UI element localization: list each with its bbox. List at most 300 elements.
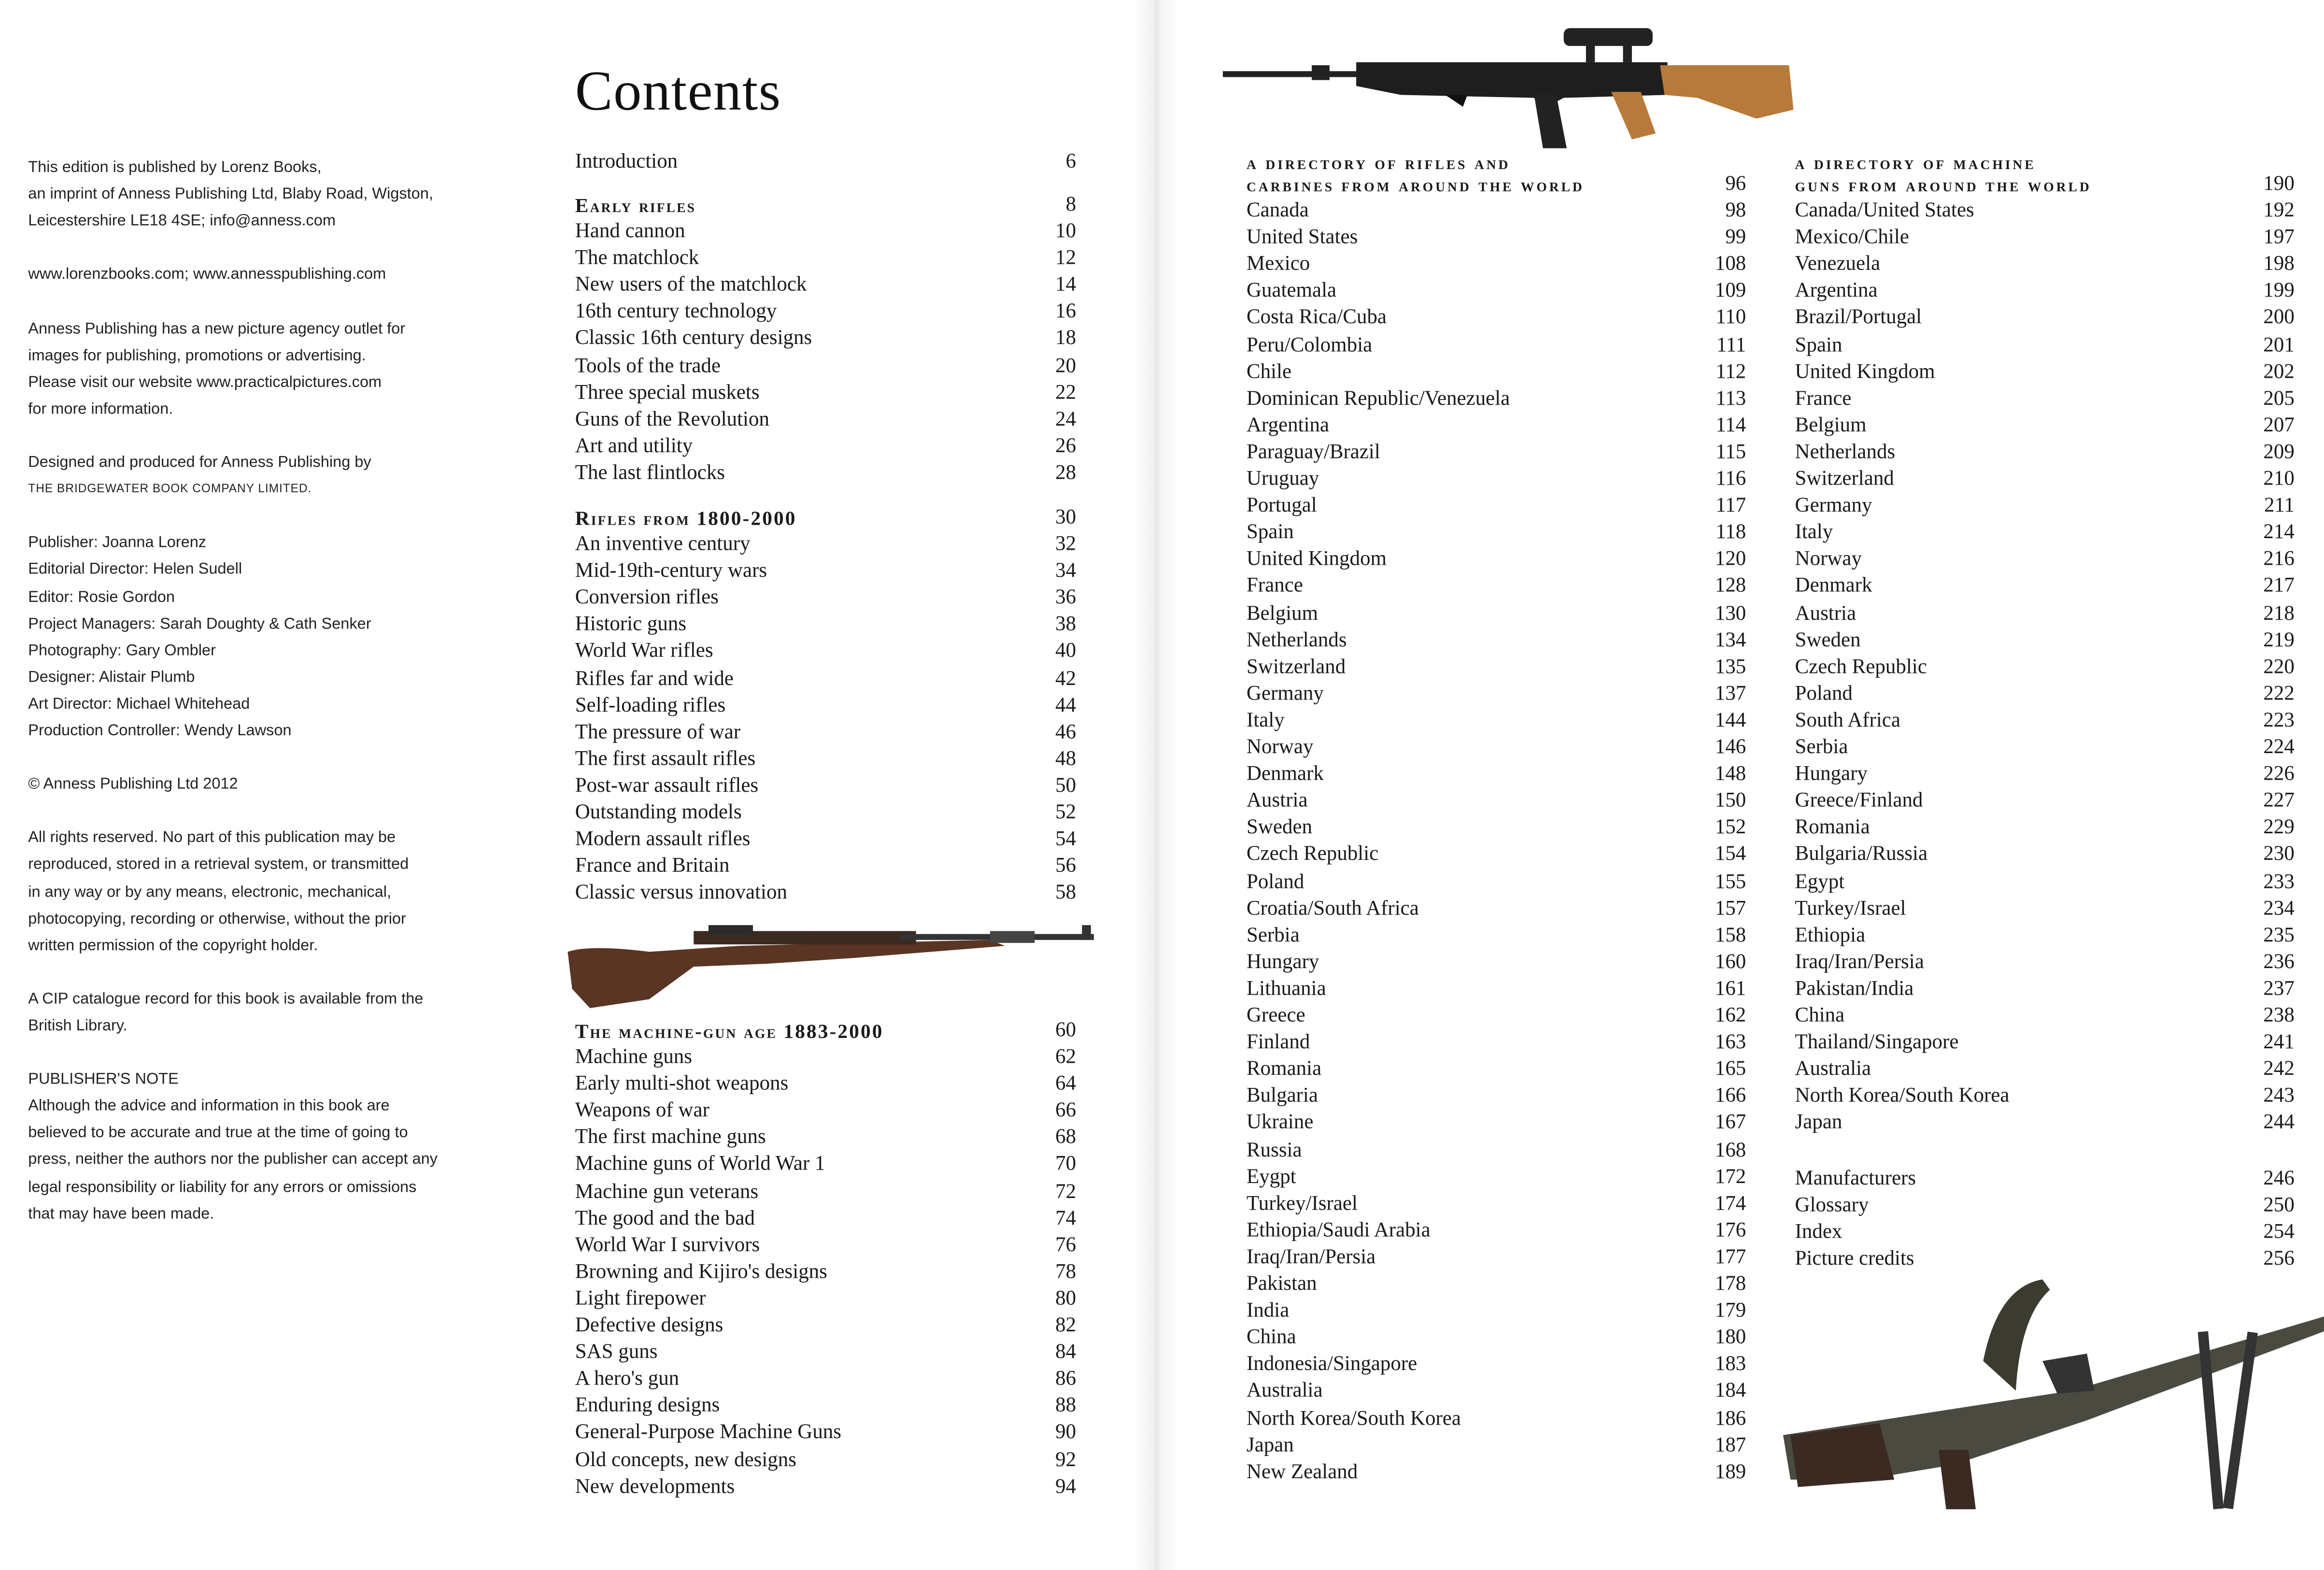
contents-entry[interactable]	[1795, 1004, 2295, 1031]
section-heading[interactable]	[575, 505, 1076, 532]
entry-title: North Korea/South Korea	[1795, 1085, 2010, 1108]
contents-entry[interactable]	[575, 327, 1076, 354]
contents-entry[interactable]	[1795, 601, 2295, 628]
entry-title: United Kingdom	[1247, 549, 1387, 571]
contents-entry[interactable]	[1795, 252, 2295, 279]
contents-entry[interactable]	[575, 1421, 1076, 1448]
page-number: 250	[2263, 1195, 2295, 1217]
entry-title: Norway	[1795, 549, 1862, 571]
contents-entry[interactable]	[575, 150, 1076, 177]
imprint-line: press, neither the authors nor the publisher can accept any	[28, 1151, 438, 1169]
page-number: 223	[2263, 710, 2295, 732]
contents-entry[interactable]	[575, 1126, 1076, 1153]
entry-title: Classic versus innovation	[575, 883, 787, 905]
entry-title: Japan	[1795, 1113, 1842, 1135]
contents-entry[interactable]	[575, 1233, 1076, 1260]
contents-entry[interactable]	[1247, 816, 1746, 843]
entry-title: Manufacturers	[1795, 1168, 1916, 1191]
contents-entry[interactable]	[1795, 467, 2295, 494]
page-number: 160	[1715, 951, 1746, 974]
imprint-line: THE BRIDGEWATER BOOK COMPANY LIMITED.	[28, 482, 312, 496]
page-number: 210	[2263, 468, 2295, 491]
imprint-line: British Library.	[28, 1017, 128, 1035]
page-number: 78	[1055, 1261, 1077, 1284]
contents-entry[interactable]	[575, 354, 1076, 381]
page-number: 234	[2263, 898, 2295, 920]
page-number: 134	[1715, 629, 1746, 652]
entry-title: Costa Rica/Cuba	[1247, 307, 1387, 330]
contents-entry[interactable]	[1795, 279, 2295, 306]
entry-title: Defective designs	[575, 1315, 723, 1338]
contents-entry[interactable]	[575, 1367, 1076, 1394]
contents-entry[interactable]	[1247, 414, 1746, 441]
entry-title: Austria	[1795, 602, 1856, 625]
entry-title: Canada	[1247, 200, 1309, 223]
contents-entry[interactable]	[575, 1341, 1076, 1368]
contents-entry[interactable]	[1247, 950, 1746, 977]
page-number: 201	[2263, 334, 2295, 357]
page-number: 207	[2263, 414, 2295, 437]
entry-title: Thailand/Singapore	[1795, 1032, 1959, 1055]
contents-entry[interactable]	[1247, 1192, 1746, 1219]
contents-entry[interactable]	[1247, 521, 1746, 548]
page-number: 241	[2263, 1032, 2295, 1055]
page-number: 172	[1715, 1166, 1746, 1189]
contents-entry[interactable]	[1247, 1353, 1746, 1380]
contents-column-1	[575, 0, 1076, 1570]
page-number: 12	[1055, 247, 1077, 270]
entry-title: Index	[1795, 1222, 1842, 1244]
page-number: 36	[1055, 587, 1077, 610]
page-number: 154	[1715, 844, 1746, 867]
contents-entry[interactable]	[1247, 682, 1746, 709]
contents-entry[interactable]	[575, 532, 1076, 559]
contents-entry[interactable]	[1247, 548, 1746, 575]
paragraph-spacer	[28, 503, 502, 530]
contents-entry[interactable]	[1795, 923, 2295, 950]
contents-entry[interactable]	[1795, 494, 2295, 521]
page-number: 6	[1065, 151, 1077, 173]
entry-title: General-Purpose Machine Guns	[575, 1422, 842, 1445]
entry-title: United Kingdom	[1795, 361, 1935, 384]
page-number: 64	[1055, 1073, 1077, 1096]
page-number: 216	[2263, 549, 2295, 571]
imprint-line: that may have been made.	[28, 1205, 214, 1223]
contents-entry[interactable]	[1795, 735, 2295, 762]
contents-entry[interactable]	[1247, 870, 1746, 897]
entry-title: Paraguay/Brazil	[1247, 442, 1380, 464]
contents-entry[interactable]	[1795, 306, 2295, 333]
entry-title: Picture credits	[1795, 1248, 1914, 1271]
contents-entry[interactable]	[575, 300, 1076, 327]
contents-entry[interactable]	[1795, 548, 2295, 575]
contents-entry[interactable]	[1795, 1084, 2295, 1111]
page-number: 98	[1725, 200, 1746, 223]
entry-title: Guns of the Revolution	[575, 409, 769, 431]
page-number: 112	[1715, 361, 1746, 384]
contents-entry[interactable]	[1247, 977, 1746, 1004]
contents-entry[interactable]	[1795, 440, 2295, 467]
entry-title: Iraq/Iran/Persia	[1247, 1246, 1376, 1269]
entry-title: a directory of rifles and	[1247, 152, 1511, 173]
imprint-line: Anness Publishing has a new picture agency outlet for	[28, 319, 406, 338]
contents-entry[interactable]	[1247, 1406, 1746, 1433]
entry-title: Mexico/Chile	[1795, 227, 1909, 250]
contents-entry[interactable]	[1795, 762, 2295, 789]
entry-title: Australia	[1795, 1059, 1871, 1082]
contents-entry[interactable]	[1795, 1030, 2295, 1057]
page-number: 230	[2263, 844, 2295, 867]
contents-entry[interactable]	[1247, 1326, 1746, 1353]
page-number: 174	[1715, 1193, 1746, 1215]
page-number: 190	[2263, 173, 2295, 196]
contents-entry[interactable]	[1247, 1460, 1746, 1487]
contents-entry[interactable]	[1795, 1220, 2295, 1247]
contents-entry[interactable]	[575, 881, 1076, 908]
entry-title: Sweden	[1795, 629, 1861, 652]
contents-entry[interactable]	[575, 461, 1076, 488]
entry-title: Ukraine	[1247, 1113, 1314, 1135]
contents-entry[interactable]	[1247, 1084, 1746, 1111]
page-number: 128	[1715, 576, 1746, 599]
page-number: 178	[1715, 1273, 1746, 1296]
entry-title: Peru/Colombia	[1247, 334, 1373, 357]
page-number: 99	[1725, 227, 1746, 250]
entry-title: Conversion rifles	[575, 587, 719, 610]
contents-entry[interactable]	[1247, 1299, 1746, 1326]
entry-title: Netherlands	[1247, 629, 1347, 652]
imprint-line: legal responsibility or liability for any errors or omissions	[28, 1178, 417, 1196]
contents-entry[interactable]	[1247, 1057, 1746, 1085]
contents-entry[interactable]	[1247, 1138, 1746, 1165]
contents-entry[interactable]	[575, 381, 1076, 408]
entry-title: Dominican Republic/Venezuela	[1247, 388, 1510, 411]
contents-entry[interactable]	[1795, 870, 2295, 897]
contents-entry[interactable]	[1247, 1111, 1746, 1138]
page-number: 34	[1055, 560, 1077, 583]
contents-entry[interactable]	[1795, 789, 2295, 816]
contents-entry[interactable]	[575, 586, 1076, 613]
entry-title: Uruguay	[1247, 468, 1319, 491]
contents-entry[interactable]	[1795, 628, 2295, 655]
entry-title: Old concepts, new designs	[575, 1449, 797, 1472]
page-number: 10	[1055, 221, 1077, 243]
entry-title: France and Britain	[575, 856, 730, 878]
page-number: 167	[1715, 1113, 1746, 1135]
imprint-line: www.lorenzbooks.com; www.annesspublishing.com	[28, 266, 386, 284]
page-number: 218	[2263, 602, 2295, 625]
contents-entry[interactable]	[1795, 1057, 2295, 1085]
page-number: 163	[1715, 1032, 1746, 1055]
contents-entry[interactable]	[575, 1045, 1076, 1072]
page-number: 114	[1715, 414, 1746, 437]
entry-title: Norway	[1247, 737, 1314, 759]
contents-entry[interactable]	[575, 720, 1076, 747]
page-number: 177	[1715, 1246, 1746, 1269]
page-number: 137	[1715, 683, 1746, 706]
page-number: 113	[1715, 388, 1746, 411]
page-number: 179	[1715, 1300, 1746, 1323]
page-number: 74	[1055, 1208, 1077, 1230]
page-number: 254	[2263, 1222, 2295, 1244]
page-number: 24	[1055, 409, 1077, 431]
page-number: 96	[1725, 173, 1746, 196]
entry-title: Pakistan	[1247, 1273, 1317, 1296]
section-heading[interactable]	[1795, 172, 2295, 199]
contents-entry[interactable]	[1247, 1165, 1746, 1192]
contents-entry[interactable]	[575, 640, 1076, 667]
contents-entry[interactable]	[575, 1287, 1076, 1314]
section-heading[interactable]	[575, 193, 1076, 220]
page-number: 235	[2263, 925, 2295, 947]
contents-entry[interactable]	[575, 1260, 1076, 1287]
contents-entry[interactable]	[1247, 1004, 1746, 1031]
entry-title: Denmark	[1795, 576, 1872, 599]
page-number: 168	[1715, 1139, 1746, 1162]
page-number: 219	[2263, 629, 2295, 652]
contents-entry[interactable]	[575, 747, 1076, 774]
contents-entry[interactable]	[1795, 333, 2295, 360]
contents-entry[interactable]	[575, 667, 1076, 694]
entry-title: Classic 16th century designs	[575, 328, 812, 351]
contents-entry[interactable]	[1795, 977, 2295, 1004]
page-number: 243	[2263, 1085, 2295, 1108]
contents-entry[interactable]	[575, 434, 1076, 461]
entry-title: Turkey/Israel	[1795, 898, 1906, 920]
entry-title: Argentina	[1247, 414, 1330, 437]
contents-entry[interactable]	[1247, 199, 1746, 226]
page-number: 242	[2263, 1059, 2295, 1082]
paragraph-spacer	[28, 1040, 502, 1067]
contents-entry[interactable]	[1247, 709, 1746, 736]
entry-title: Brazil/Portugal	[1795, 307, 1922, 330]
entry-title: Poland	[1795, 683, 1853, 706]
entry-title: Introduction	[575, 151, 678, 173]
contents-entry[interactable]	[1795, 897, 2295, 924]
contents-entry[interactable]	[575, 1153, 1076, 1180]
page-number: 200	[2263, 307, 2295, 330]
imprint-line: Photography: Gary Ombler	[28, 641, 216, 659]
contents-entry[interactable]	[575, 407, 1076, 434]
page-number: 76	[1055, 1234, 1077, 1257]
imprint-line: reproduced, stored in a retrieval system, or transmitted	[28, 856, 409, 874]
contents-entry[interactable]	[1795, 1111, 2295, 1138]
entry-title: United States	[1247, 227, 1358, 250]
entry-title: Outstanding models	[575, 802, 742, 825]
contents-entry[interactable]	[575, 800, 1076, 828]
contents-entry[interactable]	[1795, 521, 2295, 548]
entry-title: An inventive century	[575, 533, 751, 557]
contents-entry[interactable]	[575, 613, 1076, 640]
imprint-line: Editor: Rosie Gordon	[28, 587, 175, 606]
entry-title: Sweden	[1247, 817, 1313, 840]
contents-entry[interactable]	[1795, 1194, 2295, 1221]
contents-entry[interactable]	[1795, 386, 2295, 414]
page-number: 180	[1715, 1327, 1746, 1350]
imprint-line: for more information.	[28, 400, 173, 418]
contents-entry[interactable]	[1795, 816, 2295, 843]
entry-title: South Africa	[1795, 710, 1900, 732]
contents-entry[interactable]	[1247, 386, 1746, 414]
contents-entry[interactable]	[1247, 897, 1746, 924]
page-number: 144	[1715, 710, 1746, 732]
contents-entry[interactable]	[575, 1475, 1076, 1502]
page-number: 161	[1715, 978, 1746, 1001]
contents-entry[interactable]	[1247, 574, 1746, 601]
page-number: 214	[2263, 522, 2295, 545]
entry-title: Turkey/Israel	[1247, 1193, 1358, 1215]
page-number: 58	[1055, 883, 1077, 905]
section-heading[interactable]	[575, 1018, 1076, 1045]
entry-title: India	[1247, 1300, 1290, 1323]
imprint-line: Although the advice and information in this book are	[28, 1097, 390, 1115]
entry-title: Belgium	[1247, 602, 1318, 625]
entry-title: Switzerland	[1247, 656, 1346, 679]
page-number: 80	[1055, 1288, 1077, 1311]
entry-title: Ethiopia	[1795, 925, 1866, 947]
entry-title: Australia	[1247, 1381, 1323, 1403]
contents-entry[interactable]	[1795, 655, 2295, 682]
contents-entry[interactable]	[1247, 467, 1746, 494]
contents-column-2	[1247, 0, 1746, 1570]
page-number: 50	[1055, 775, 1077, 798]
imprint-line: Designer: Alistair Plumb	[28, 668, 195, 686]
contents-entry[interactable]	[1247, 923, 1746, 950]
page-number: 14	[1055, 274, 1077, 297]
entry-title: Italy	[1795, 522, 1833, 545]
page-number: 187	[1715, 1434, 1746, 1457]
contents-entry[interactable]	[575, 828, 1076, 855]
entry-title: Spain	[1795, 334, 1842, 357]
entry-title: 16th century technology	[575, 301, 777, 324]
page-number: 117	[1715, 495, 1746, 518]
contents-entry[interactable]	[1795, 1167, 2295, 1194]
page-number: 146	[1715, 737, 1746, 759]
contents-entry[interactable]	[1795, 199, 2295, 226]
contents-entry[interactable]	[1795, 709, 2295, 736]
contents-entry[interactable]	[1247, 1218, 1746, 1245]
contents-entry[interactable]	[575, 1099, 1076, 1126]
imprint-line: Publisher: Joanna Lorenz	[28, 534, 207, 552]
entry-title: The matchlock	[575, 247, 699, 270]
contents-entry[interactable]	[1247, 601, 1746, 628]
contents-entry[interactable]	[1795, 574, 2295, 601]
page-number: 202	[2263, 361, 2295, 384]
page-number: 92	[1055, 1449, 1077, 1472]
page-number: 111	[1716, 334, 1746, 357]
contents-entry[interactable]	[1247, 789, 1746, 816]
entry-title: Eygpt	[1247, 1166, 1296, 1189]
contents-entry[interactable]	[575, 774, 1076, 801]
entry-title: Early multi-shot weapons	[575, 1073, 789, 1096]
page-number: 158	[1715, 925, 1746, 947]
contents-entry[interactable]	[1247, 306, 1746, 333]
contents-entry[interactable]	[1247, 655, 1746, 682]
page-number: 54	[1055, 829, 1077, 852]
page-number: 176	[1715, 1220, 1746, 1242]
contents-entry[interactable]	[1247, 226, 1746, 253]
entry-title: Denmark	[1247, 763, 1324, 786]
entry-title: Light firepower	[575, 1288, 706, 1311]
entry-title: Weapons of war	[575, 1100, 709, 1123]
contents-entry[interactable]	[1247, 762, 1746, 789]
contents-entry[interactable]	[1247, 279, 1746, 306]
contents-entry[interactable]	[575, 855, 1076, 882]
contents-entry[interactable]	[1247, 440, 1746, 467]
contents-entry[interactable]	[1247, 1272, 1746, 1299]
contents-entry[interactable]	[1247, 360, 1746, 387]
contents-entry[interactable]	[1247, 628, 1746, 655]
contents-entry[interactable]	[1247, 843, 1746, 870]
imprint-line: in any way or by any means, electronic, mechanical,	[28, 883, 392, 901]
entry-title: a directory of machine	[1795, 152, 2036, 173]
page-number: 108	[1715, 254, 1746, 276]
contents-entry[interactable]	[575, 1180, 1076, 1207]
entry-title: Mid-19th-century wars	[575, 560, 767, 583]
contents-entry[interactable]	[1795, 682, 2295, 709]
entry-title: France	[1247, 576, 1303, 599]
page-number: 118	[1715, 522, 1746, 545]
entry-title: Venezuela	[1795, 254, 1881, 276]
page-number: 94	[1055, 1476, 1077, 1499]
imprint-line: © Anness Publishing Ltd 2012	[28, 775, 238, 794]
contents-entry[interactable]	[575, 1394, 1076, 1421]
entry-title: Machine guns of World War 1	[575, 1154, 825, 1177]
page-number: 20	[1055, 355, 1077, 378]
contents-entry[interactable]	[1247, 252, 1746, 279]
contents-entry[interactable]	[575, 1448, 1076, 1475]
entry-title: Browning and Kijiro's designs	[575, 1261, 827, 1284]
entry-title: Iraq/Iran/Persia	[1795, 951, 1924, 974]
entry-title: Germany	[1795, 495, 1872, 518]
page-number: 68	[1055, 1127, 1077, 1150]
contents-entry[interactable]	[1795, 226, 2295, 253]
contents-entry[interactable]	[575, 273, 1076, 300]
contents-entry[interactable]	[1247, 1433, 1746, 1460]
page-number: 238	[2263, 1005, 2295, 1028]
contents-entry[interactable]	[1795, 360, 2295, 387]
contents-entry[interactable]	[1795, 1247, 2295, 1274]
contents-entry[interactable]	[575, 559, 1076, 586]
page-number: 166	[1715, 1085, 1746, 1108]
contents-entry[interactable]	[575, 1072, 1076, 1099]
contents-entry[interactable]	[1247, 333, 1746, 360]
entry-title: Lithuania	[1247, 978, 1326, 1001]
entry-title: The pressure of war	[575, 721, 741, 744]
contents-entry[interactable]	[575, 219, 1076, 246]
contents-entry[interactable]	[1247, 1380, 1746, 1407]
imprint-line: images for publishing, promotions or advertising.	[28, 346, 366, 364]
section-heading[interactable]	[1247, 172, 1746, 199]
contents-entry[interactable]	[1247, 494, 1746, 521]
contents-entry[interactable]	[575, 693, 1076, 720]
contents-entry[interactable]	[1247, 735, 1746, 762]
imprint-line: This edition is published by Lorenz Books,	[28, 158, 322, 177]
contents-entry[interactable]	[575, 1206, 1076, 1233]
contents-entry[interactable]	[1795, 950, 2295, 977]
contents-entry[interactable]	[1247, 1030, 1746, 1057]
contents-entry[interactable]	[575, 1313, 1076, 1341]
contents-entry[interactable]	[1795, 414, 2295, 441]
page-number: 52	[1055, 802, 1077, 825]
contents-entry[interactable]	[1247, 1245, 1746, 1272]
page-number: 236	[2263, 951, 2295, 974]
page-number: 198	[2263, 254, 2295, 276]
contents-entry[interactable]	[1795, 843, 2295, 870]
contents-entry[interactable]	[575, 246, 1076, 273]
rifle-image-garand	[560, 907, 1109, 1018]
entry-title: Poland	[1247, 871, 1304, 894]
